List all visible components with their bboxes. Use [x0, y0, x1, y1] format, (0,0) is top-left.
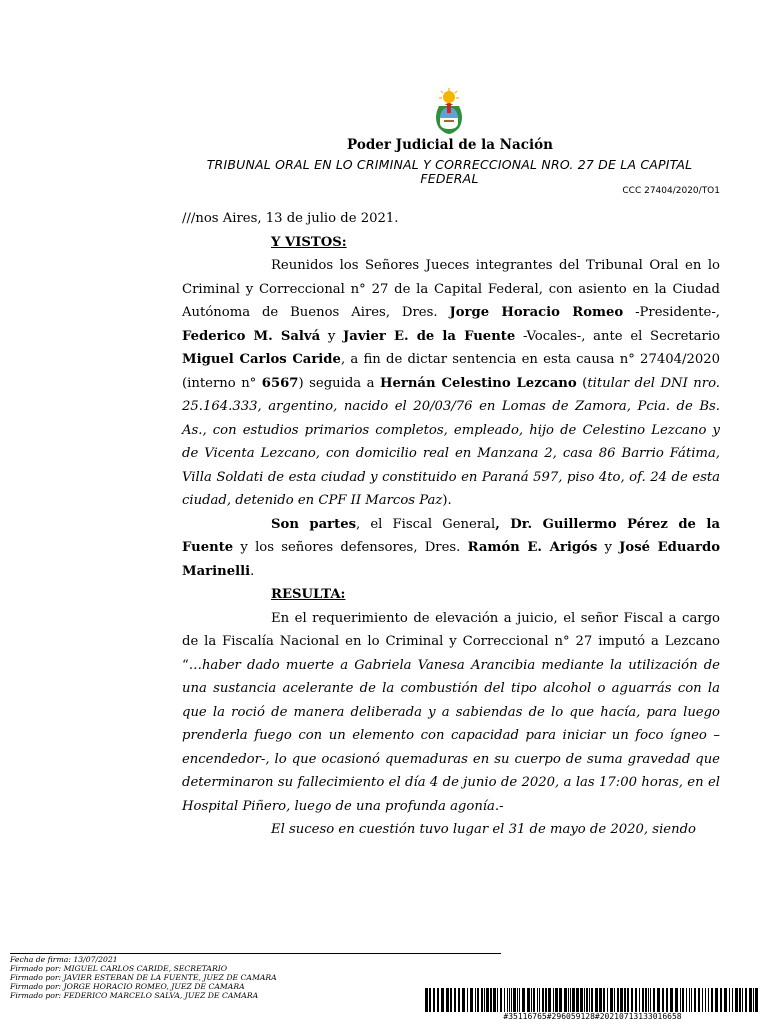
text-segment: Son partes [271, 516, 357, 532]
text-segment: y los señores defensores, Dres. [233, 540, 468, 555]
heading-resulta: RESULTA: [271, 587, 346, 602]
judge-name: Federico M. Salvá [182, 328, 321, 344]
text-segment: y [320, 328, 344, 344]
signature-line: Firmado por: JAVIER ESTEBAN DE LA FUENTE, JUEZ DE CAMARA [10, 972, 277, 982]
judge-name: Javier E. de la Fuente [343, 328, 516, 344]
accusation-quote: …haber dado muerte a Gabriela Vanesa Arancibia mediante la utilización de una sustancia acelerante de la combustión del tipo alcohol o aguarrás con la que la roció de manera deliberada y a sabiendas de lo que hacía, para luego prenderla fuego con un elemento con capacidad para iniciar un foco ígneo –encendedor-, lo que ocasionó quemaduras en su cuerpo de suma gravedad que determinaron su fallecimiento el día 4 de junio de 2020, a las 17:00 horas, en el Hospital Piñero, luego de una profunda agonía.- [182, 657, 720, 814]
coat-of-arms-icon [431, 88, 467, 134]
paragraph-vistos [182, 254, 720, 513]
court-title: Poder Judicial de la Nación [347, 137, 553, 153]
date-line: ///nos Aires, 13 de julio de 2021. [182, 211, 399, 226]
accused-name: Hernán Celestino Lezcano [380, 375, 577, 391]
signature-line: Firmado por: MIGUEL CARLOS CARIDE, SECRETARIO [10, 963, 228, 973]
text-segment: En el requerimiento de elevación a juicio, el señor Fiscal a cargo de la Fiscalía Nacional en lo Criminal y Correccional n° 27 imputó a Lezcano “ [182, 610, 720, 673]
judge-name: Jorge Horacio Romeo [449, 305, 624, 320]
text-segment: . [250, 563, 255, 579]
case-reference: CCC 27404/2020/TO1 [622, 186, 720, 196]
footer-divider [10, 953, 501, 954]
document-body [182, 207, 720, 842]
paragraph-partes [182, 513, 720, 584]
text-segment: ). [442, 493, 452, 508]
paragraph-resulta [182, 607, 720, 819]
barcode-icon [425, 988, 760, 1012]
text-segment: ( [576, 375, 588, 391]
defender-name: José Eduardo Marinelli [182, 540, 720, 579]
internal-number: 6567 [261, 375, 299, 391]
tribunal-name: TRIBUNAL ORAL EN LO CRIMINAL Y CORRECCIONAL NRO. 27 DE LA CAPITAL FEDERAL [206, 157, 693, 186]
heading-vistos: Y VISTOS: [271, 234, 347, 250]
text-segment: -Presidente-, [623, 305, 720, 320]
text-segment: y [597, 540, 620, 555]
defender-name: Ramón E. Arigós [467, 540, 598, 555]
prosecutor-name: , Dr. Guillermo Pérez de la Fuente [182, 516, 720, 555]
text-segment: ) seguida a [298, 375, 381, 391]
signature-line: Firmado por: FEDERICO MARCELO SALVA, JUEZ DE CAMARA [10, 990, 259, 1000]
text-segment: , a fin de dictar sentencia en esta causa n° 27404/2020 (interno n° [182, 352, 721, 391]
text-segment: , el Fiscal General [356, 516, 496, 532]
text-segment: -Vocales-, ante el Secretario [515, 328, 721, 344]
secretary-name: Miguel Carlos Caride [182, 352, 341, 367]
text-segment: Reunidos los Señores Jueces integrantes del Tribunal Oral en lo Criminal y Correccional n° 27 de la Capital Federal, con asiento en la Ciudad Autónoma de Buenos Aires, Dres. [182, 258, 720, 320]
signature-date: Fecha de firma: 13/07/2021 [10, 955, 118, 964]
paragraph-suceso [182, 818, 720, 842]
text-segment: El suceso en cuestión tuvo lugar el 31 de mayo de 2020, siendo [271, 822, 696, 837]
accused-details: titular del DNI nro. 25.164.333, argentino, nacido el 20/03/76 en Lomas de Zamora, Pcia. de Bs. As., con estudios primarios completos, empleado, hijo de Celestino Lezcano y de Vicenta Lezcano, con domicilio real en Manzana 2, casa 86 Barrio Fátima, Villa Soldati de esta ciudad y constituido en Paraná 597, piso 4to, of. 24 de esta ciudad, detenido en CPF II Marcos Paz [182, 375, 720, 508]
barcode-number: #35116765#296059128#20210713133016658 [503, 1012, 682, 1021]
signature-line: Firmado por: JORGE HORACIO ROMEO, JUEZ DE CAMARA [10, 981, 245, 991]
